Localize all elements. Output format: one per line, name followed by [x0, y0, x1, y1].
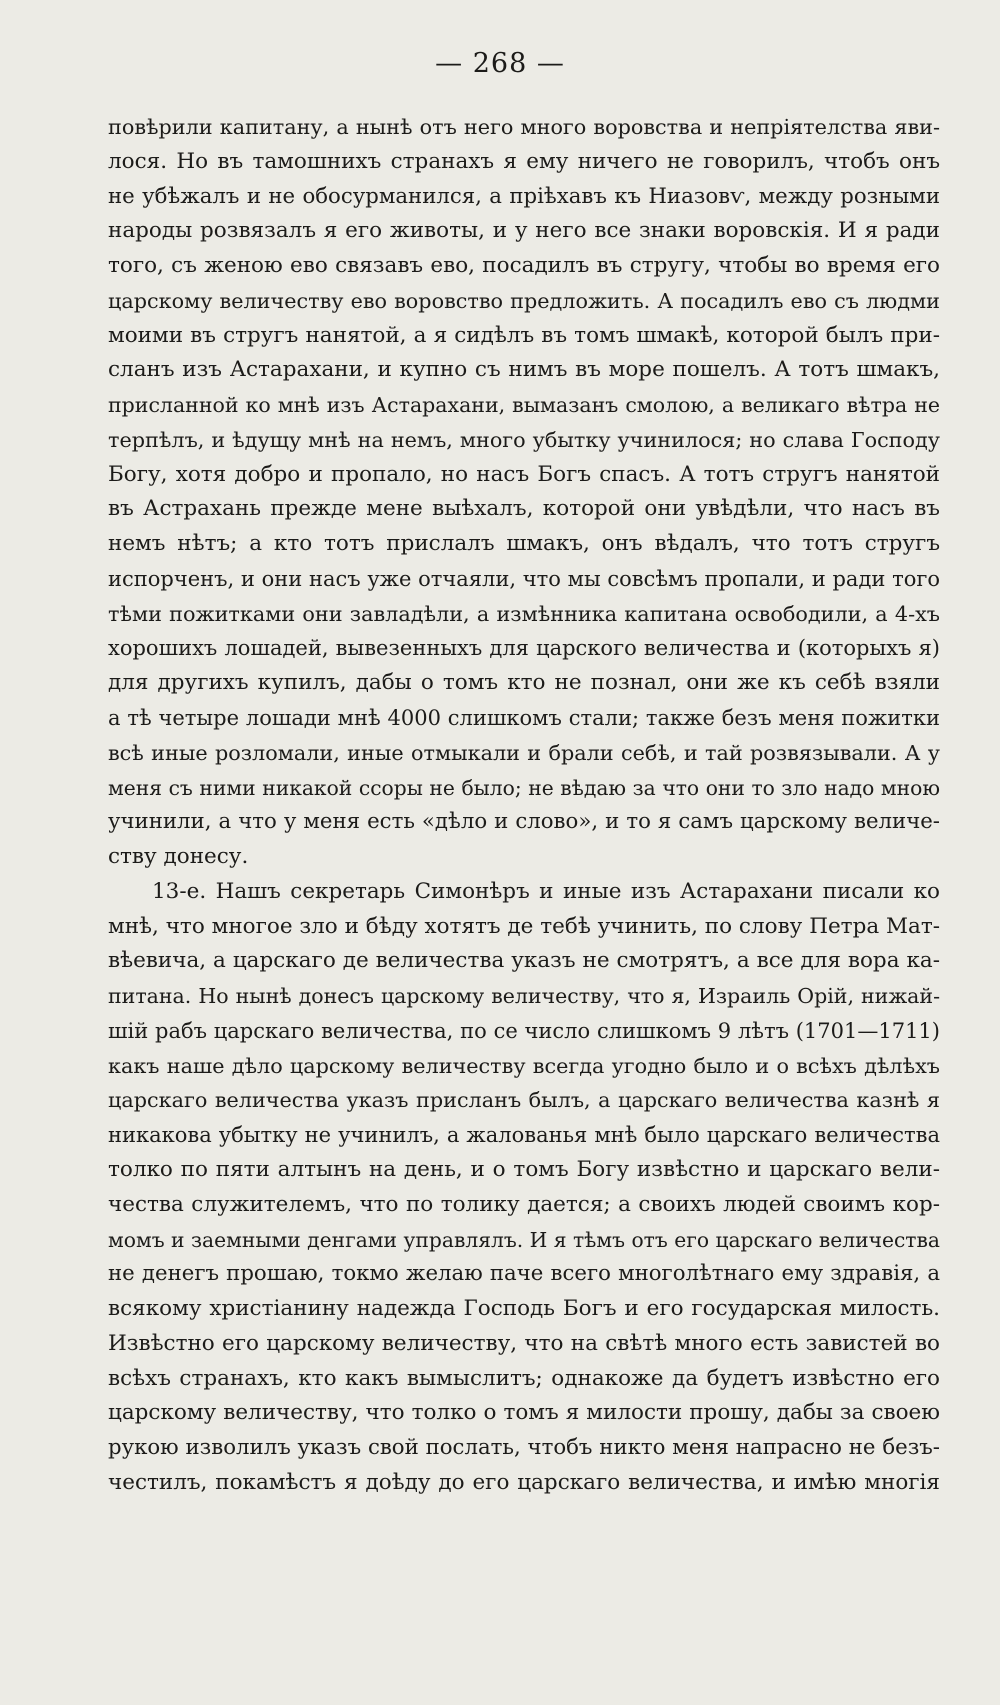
- text-line: тѣми пожитками они завладѣли, а измѣнника капитана освободили, а 4-хъ: [108, 601, 940, 626]
- text-line: царскому величеству, что толко о томъ я милости прошу, дабы за своею: [108, 1400, 940, 1426]
- text-line: для другихъ купилъ, дабы о томъ кто не познал, они же къ себѣ взяли: [108, 670, 940, 696]
- text-line: меня съ ними никакой ссоры не было; не вѣдаю за что они то зло надо мною: [108, 775, 940, 800]
- text-line: немъ нѣтъ; а кто тотъ прислалъ шмакъ, онъ вѣдалъ, что тотъ стругъ: [108, 531, 940, 557]
- text-line: какъ наше дѣло царскому величеству всегда угодно было и о всѣхъ дѣлѣхъ: [108, 1053, 940, 1078]
- text-line: моими въ стругъ нанятой, а я сидѣлъ въ томъ шмакѣ, которой былъ при-: [108, 322, 940, 348]
- text-line: никакова убытку не учинилъ, а жалованья мнѣ было царскаго величества: [108, 1123, 940, 1148]
- text-line: терпѣлъ, и ѣдущу мнѣ на немъ, много убытку учинилося; но слава Господу: [108, 427, 940, 452]
- text-line: Извѣстно его царскому величеству, что на свѣтѣ много есть завистей во: [108, 1330, 940, 1356]
- text-line: питана. Но нынѣ донесъ царскому величеству, что я, Израиль Орій, нижай-: [108, 984, 940, 1009]
- text-line: всѣхъ странахъ, кто какъ вымыслитъ; однакоже да будетъ извѣстно его: [108, 1365, 940, 1391]
- text-line: а тѣ четыре лошади мнѣ 4000 слишкомъ стали; также безъ меня пожитки: [108, 706, 940, 731]
- text-line: сланъ изъ Астарахани, и купно съ нимъ въ море пошелъ. А тотъ шмакъ,: [108, 357, 940, 383]
- text-line: въ Астрахань прежде мене выѣхалъ, которой они увѣдѣли, что насъ въ: [108, 496, 940, 522]
- text-line: шій рабъ царскаго величества, по се число слишкомъ 9 лѣтъ (1701—1711): [108, 1018, 940, 1043]
- paragraph-first-line: 13-е. Нашъ секретарь Симонѣръ и иные изъ Астарахани писали ко: [152, 878, 940, 904]
- text-line: момъ и заемными денгами управлялъ. И я тѣмъ отъ его царскаго величества: [108, 1227, 940, 1252]
- text-line: всѣ иные розломали, иные отмыкали и брали себѣ, и тай розвязывали. А у: [108, 740, 940, 765]
- text-line: вѣевича, а царскаго де величества указъ не смотрятъ, а все для вора ка-: [108, 948, 940, 974]
- page-number: — 268 —: [435, 48, 565, 79]
- text-line: рукою изволилъ указъ свой послать, чтобъ никто меня напрасно не безъ-: [108, 1435, 940, 1461]
- text-line: царскому величеству ево воровство предложить. А посадилъ ево съ людми: [108, 288, 940, 313]
- text-line: Богу, хотя добро и пропало, но насъ Богъ спасъ. А тотъ стругъ нанятой: [108, 461, 940, 487]
- text-line: честилъ, покамѣстъ я доѣду до его царскаго величества, и имѣю многія: [108, 1469, 940, 1495]
- text-line: не денегъ прошаю, токмо желаю паче всего многолѣтнаго ему здравія, а: [108, 1261, 940, 1287]
- text-line: толко по пяти алтынъ на день, и о томъ Богу извѣстно и царскаго вели-: [108, 1156, 940, 1182]
- text-line: чества служителемъ, что по толику дается; а своихъ людей своимъ кор-: [108, 1191, 940, 1217]
- text-line: лося. Но въ тамошнихъ странахъ я ему ничего не говорилъ, чтобъ онъ: [108, 148, 940, 174]
- body-text: [108, 110, 940, 1501]
- text-line: присланной ко мнѣ изъ Астарахани, вымазанъ смолою, а великаго вѣтра не: [108, 393, 940, 418]
- text-line: учинили, а что у меня есть «дѣло и слово», и то я самъ царскому величе-: [108, 809, 940, 835]
- text-line: народы розвязалъ я его животы, и у него все знаки воровскія. И я ради: [108, 218, 940, 244]
- text-line: испорченъ, и они насъ уже отчаяли, что мы совсѣмъ пропали, и ради того: [108, 566, 940, 591]
- text-line: повѣрили капитану, а нынѣ отъ него много воровства и непріятелства яви-: [108, 115, 940, 139]
- paragraph-last-line: ству донесу.: [108, 844, 249, 870]
- text-line: всякому христіанину надежда Господь Богъ и его государская милость.: [108, 1296, 940, 1322]
- text-line: царскаго величества указъ присланъ былъ, а царскаго величества казнѣ я: [108, 1088, 940, 1113]
- text-line: того, съ женою ево связавъ ево, посадилъ въ стругу, чтобы во время его: [108, 253, 940, 279]
- text-line: мнѣ, что многое зло и бѣду хотятъ де тебѣ учинить, по слову Петра Мат-: [108, 913, 940, 939]
- text-line: хорошихъ лошадей, вывезенныхъ для царского величества и (которыхъ я): [108, 636, 940, 661]
- text-line: не убѣжалъ и не обосурманился, а пріѣхавъ къ Ниазовѵ, между розными: [108, 183, 940, 209]
